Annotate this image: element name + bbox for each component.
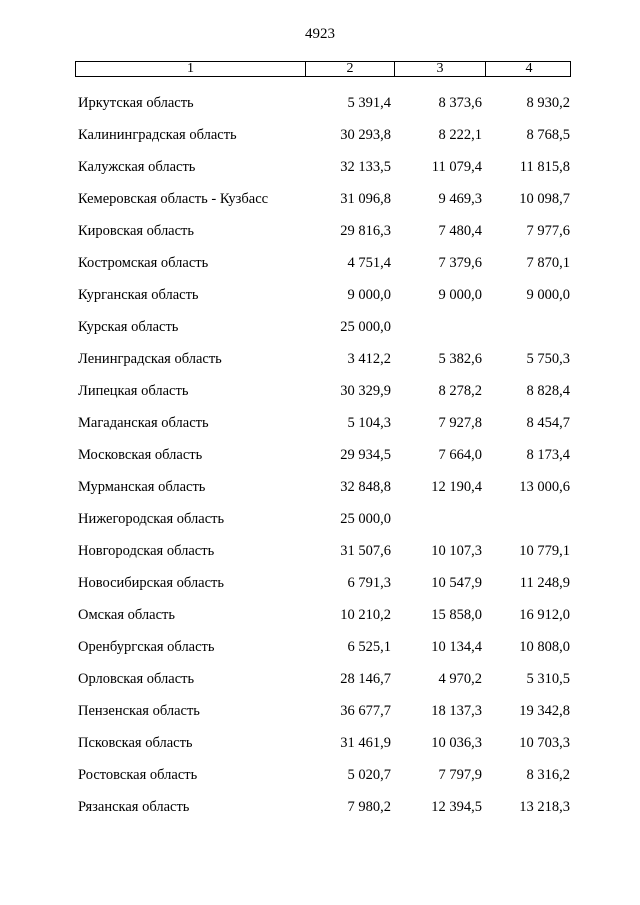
value-col-3: 10 036,3 [431, 734, 482, 751]
table-row [75, 695, 571, 727]
column-header-1: 1 [187, 61, 194, 76]
value-col-3: 7 927,8 [438, 414, 482, 431]
table-row [75, 407, 571, 439]
value-col-3: 11 079,4 [431, 158, 482, 175]
table-row [75, 759, 571, 791]
value-col-3: 15 858,0 [431, 606, 482, 623]
region-name: Псковская область [78, 734, 193, 751]
value-col-3: 7 664,0 [438, 446, 482, 463]
region-name: Иркутская область [78, 94, 194, 111]
value-col-2: 30 293,8 [340, 126, 391, 143]
value-col-4: 19 342,8 [519, 702, 570, 719]
column-header-2: 2 [305, 62, 394, 76]
table-row [75, 87, 571, 119]
value-col-2: 25 000,0 [340, 510, 391, 527]
region-name: Калужская область [78, 158, 196, 175]
table-row [75, 215, 571, 247]
value-col-3: 7 480,4 [438, 222, 482, 239]
value-col-3: 8 222,1 [438, 126, 482, 143]
value-col-3: 7 379,6 [438, 254, 482, 271]
value-col-2: 25 000,0 [340, 318, 391, 335]
region-name: Липецкая область [78, 382, 189, 399]
table-row [75, 247, 571, 279]
region-name: Пензенская область [78, 702, 200, 719]
value-col-2: 31 507,6 [340, 542, 391, 559]
value-col-2: 4 751,4 [347, 254, 391, 271]
column-header-4: 4 [485, 62, 572, 76]
region-name: Костромская область [78, 254, 209, 271]
value-col-4: 11 815,8 [519, 158, 570, 175]
value-col-4: 5 310,5 [526, 670, 570, 687]
value-col-4: 7 870,1 [526, 254, 570, 271]
region-name: Омская область [78, 606, 175, 623]
table-row [75, 631, 571, 663]
region-name: Магаданская область [78, 414, 209, 431]
region-name: Новгородская область [78, 542, 215, 559]
region-name: Курская область [78, 318, 179, 335]
value-col-4: 9 000,0 [526, 286, 570, 303]
value-col-4: 8 930,2 [526, 94, 570, 111]
value-col-4: 7 977,6 [526, 222, 570, 239]
table-row [75, 343, 571, 375]
value-col-4: 8 454,7 [526, 414, 570, 431]
value-col-2: 31 461,9 [340, 734, 391, 751]
table-row [75, 183, 571, 215]
region-name: Кемеровская область - Кузбасс [78, 190, 269, 207]
region-name: Оренбургская область [78, 638, 215, 655]
value-col-4: 10 098,7 [519, 190, 570, 207]
value-col-4: 11 248,9 [519, 574, 570, 591]
value-col-3: 7 797,9 [438, 766, 482, 783]
region-name: Ленинградская область [78, 350, 222, 367]
value-col-2: 5 020,7 [347, 766, 391, 783]
value-col-4: 8 828,4 [526, 382, 570, 399]
value-col-4: 8 768,5 [526, 126, 570, 143]
value-col-2: 5 104,3 [347, 414, 391, 431]
value-col-4: 10 703,3 [519, 734, 570, 751]
data-table [75, 61, 571, 823]
value-col-3: 10 547,9 [431, 574, 482, 591]
value-col-3: 9 000,0 [438, 286, 482, 303]
value-col-2: 36 677,7 [340, 702, 391, 719]
value-col-4: 8 173,4 [526, 446, 570, 463]
region-name: Мурманская область [78, 478, 206, 495]
value-col-4: 10 779,1 [519, 542, 570, 559]
value-col-2: 29 934,5 [340, 446, 391, 463]
region-name: Кировская область [78, 222, 195, 239]
value-col-2: 6 791,3 [347, 574, 391, 591]
value-col-2: 31 096,8 [340, 190, 391, 207]
value-col-3: 4 970,2 [438, 670, 482, 687]
table-row [75, 375, 571, 407]
value-col-2: 5 391,4 [347, 94, 391, 111]
value-col-2: 7 980,2 [347, 798, 391, 815]
table-row [75, 119, 571, 151]
value-col-2: 9 000,0 [347, 286, 391, 303]
value-col-4: 8 316,2 [526, 766, 570, 783]
region-name: Калининградская область [78, 126, 237, 143]
region-name: Орловская область [78, 670, 195, 687]
value-col-4: 10 808,0 [519, 638, 570, 655]
table-row [75, 535, 571, 567]
region-name: Нижегородская область [78, 510, 225, 527]
value-col-4: 16 912,0 [519, 606, 570, 623]
value-col-2: 10 210,2 [340, 606, 391, 623]
page-number: 4923 [305, 26, 335, 42]
table-row [75, 311, 571, 343]
value-col-3: 12 190,4 [431, 478, 482, 495]
value-col-3: 18 137,3 [431, 702, 482, 719]
column-header-3: 3 [394, 62, 485, 76]
region-name: Рязанская область [78, 798, 190, 815]
value-col-3: 10 107,3 [431, 542, 482, 559]
region-name: Ростовская область [78, 766, 198, 783]
table-row [75, 663, 571, 695]
value-col-3: 9 469,3 [438, 190, 482, 207]
value-col-2: 6 525,1 [347, 638, 391, 655]
value-col-3: 10 134,4 [431, 638, 482, 655]
table-row [75, 439, 571, 471]
table-row [75, 567, 571, 599]
value-col-2: 28 146,7 [340, 670, 391, 687]
value-col-2: 3 412,2 [347, 350, 391, 367]
table-row [75, 727, 571, 759]
table-header-row [75, 61, 571, 77]
value-col-2: 29 816,3 [340, 222, 391, 239]
value-col-4: 13 218,3 [519, 798, 570, 815]
table-row [75, 279, 571, 311]
value-col-2: 30 329,9 [340, 382, 391, 399]
region-name: Курганская область [78, 286, 199, 303]
value-col-3: 8 373,6 [438, 94, 482, 111]
region-name: Московская область [78, 446, 203, 463]
value-col-3: 5 382,6 [438, 350, 482, 367]
table-row [75, 151, 571, 183]
value-col-3: 12 394,5 [431, 798, 482, 815]
table-body [75, 87, 571, 823]
value-col-3: 8 278,2 [438, 382, 482, 399]
value-col-2: 32 848,8 [340, 478, 391, 495]
table-row [75, 791, 571, 823]
region-name: Новосибирская область [78, 574, 224, 591]
value-col-2: 32 133,5 [340, 158, 391, 175]
table-row [75, 599, 571, 631]
table-row [75, 471, 571, 503]
table-row [75, 503, 571, 535]
value-col-4: 13 000,6 [519, 478, 570, 495]
value-col-4: 5 750,3 [526, 350, 570, 367]
